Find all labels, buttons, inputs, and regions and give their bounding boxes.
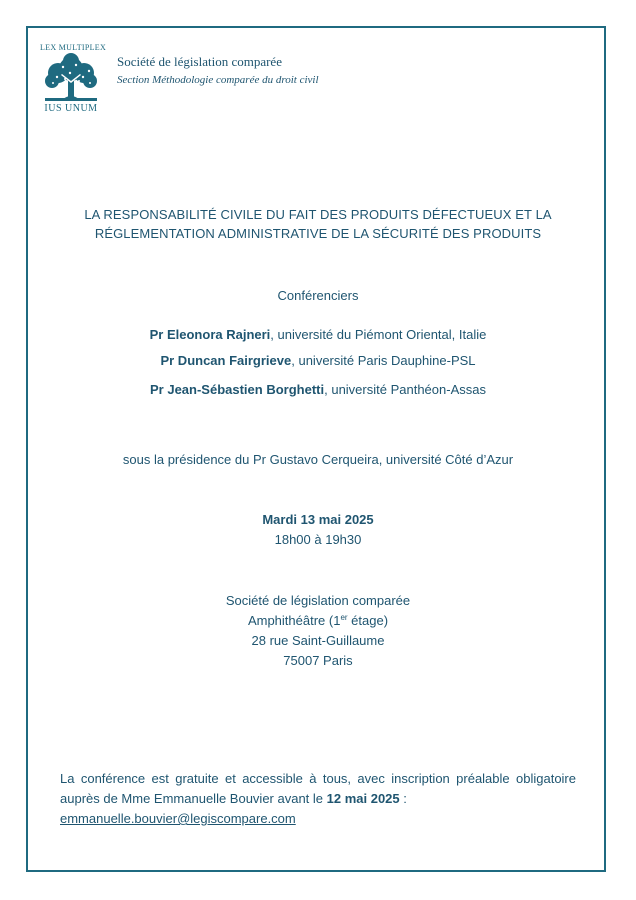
speaker-1: [30, 327, 606, 342]
venue-city: 75007 Paris: [283, 653, 353, 668]
venue-name: Société de législation comparée: [225, 593, 411, 608]
speaker-affiliation: , université Panthéon-Assas: [324, 382, 486, 397]
logo-motto-bottom: IUS UNUM: [44, 103, 98, 114]
speaker-affiliation: , université Paris Dauphine-PSL: [291, 353, 476, 368]
logo-motto-top: LEX MULTIPLEX: [40, 43, 107, 52]
org-header: [117, 53, 319, 89]
event-time: 18h00 à 19h30: [274, 532, 362, 547]
venue-street: 28 rue Saint-Guillaume: [251, 633, 385, 648]
registration-deadline: 12 mai 2025: [326, 791, 400, 806]
conference-title: [50, 205, 586, 243]
title-line-1: LA RESPONSABILITÉ CIVILE DU FAIT DES PRODUITS DÉFECTUEUX ET LA: [84, 207, 552, 222]
org-section: Section Méthodologie comparée du droit civil: [117, 74, 319, 86]
page-frame: [26, 26, 606, 872]
speaker-name: Pr Jean-Sébastien Borghetti: [150, 382, 325, 397]
contact-email-link[interactable]: emmanuelle.bouvier@legiscompare.com: [60, 811, 296, 826]
title-line-2: RÉGLEMENTATION ADMINISTRATIVE DE LA SÉCURITÉ DES PRODUITS: [94, 226, 542, 241]
venue-room: Amphithéâtre (1er étage): [247, 613, 389, 628]
speaker-affiliation: , université du Piémont Oriental, Italie: [270, 327, 487, 342]
presidency: sous la présidence du Pr Gustavo Cerqueira, université Côté d’Azur: [122, 452, 514, 467]
speaker-name: Pr Eleonora Rajneri: [149, 327, 271, 342]
org-logo: [40, 43, 107, 114]
speaker-3: [30, 382, 606, 397]
event-date: Mardi 13 mai 2025: [262, 512, 374, 527]
registration-notice: La conférence est gratuite et accessible à tous, avec inscription préalable obligatoire auprès de Mme Emmanuelle Bouvier avant le 12 mai 2025 : emmanuelle.bouvier@legiscompare.com: [60, 771, 576, 826]
speaker-2: [30, 353, 606, 368]
speaker-name: Pr Duncan Fairgrieve: [160, 353, 292, 368]
tree-icon: [43, 53, 99, 103]
org-name: Société de législation comparée: [117, 54, 282, 69]
registration-text: La conférence est gratuite et accessible à tous, avec inscription préalable obligatoire auprès de Mme Emmanuelle Bouvier avant le: [60, 771, 576, 806]
speakers-heading: Conférenciers: [277, 288, 359, 303]
